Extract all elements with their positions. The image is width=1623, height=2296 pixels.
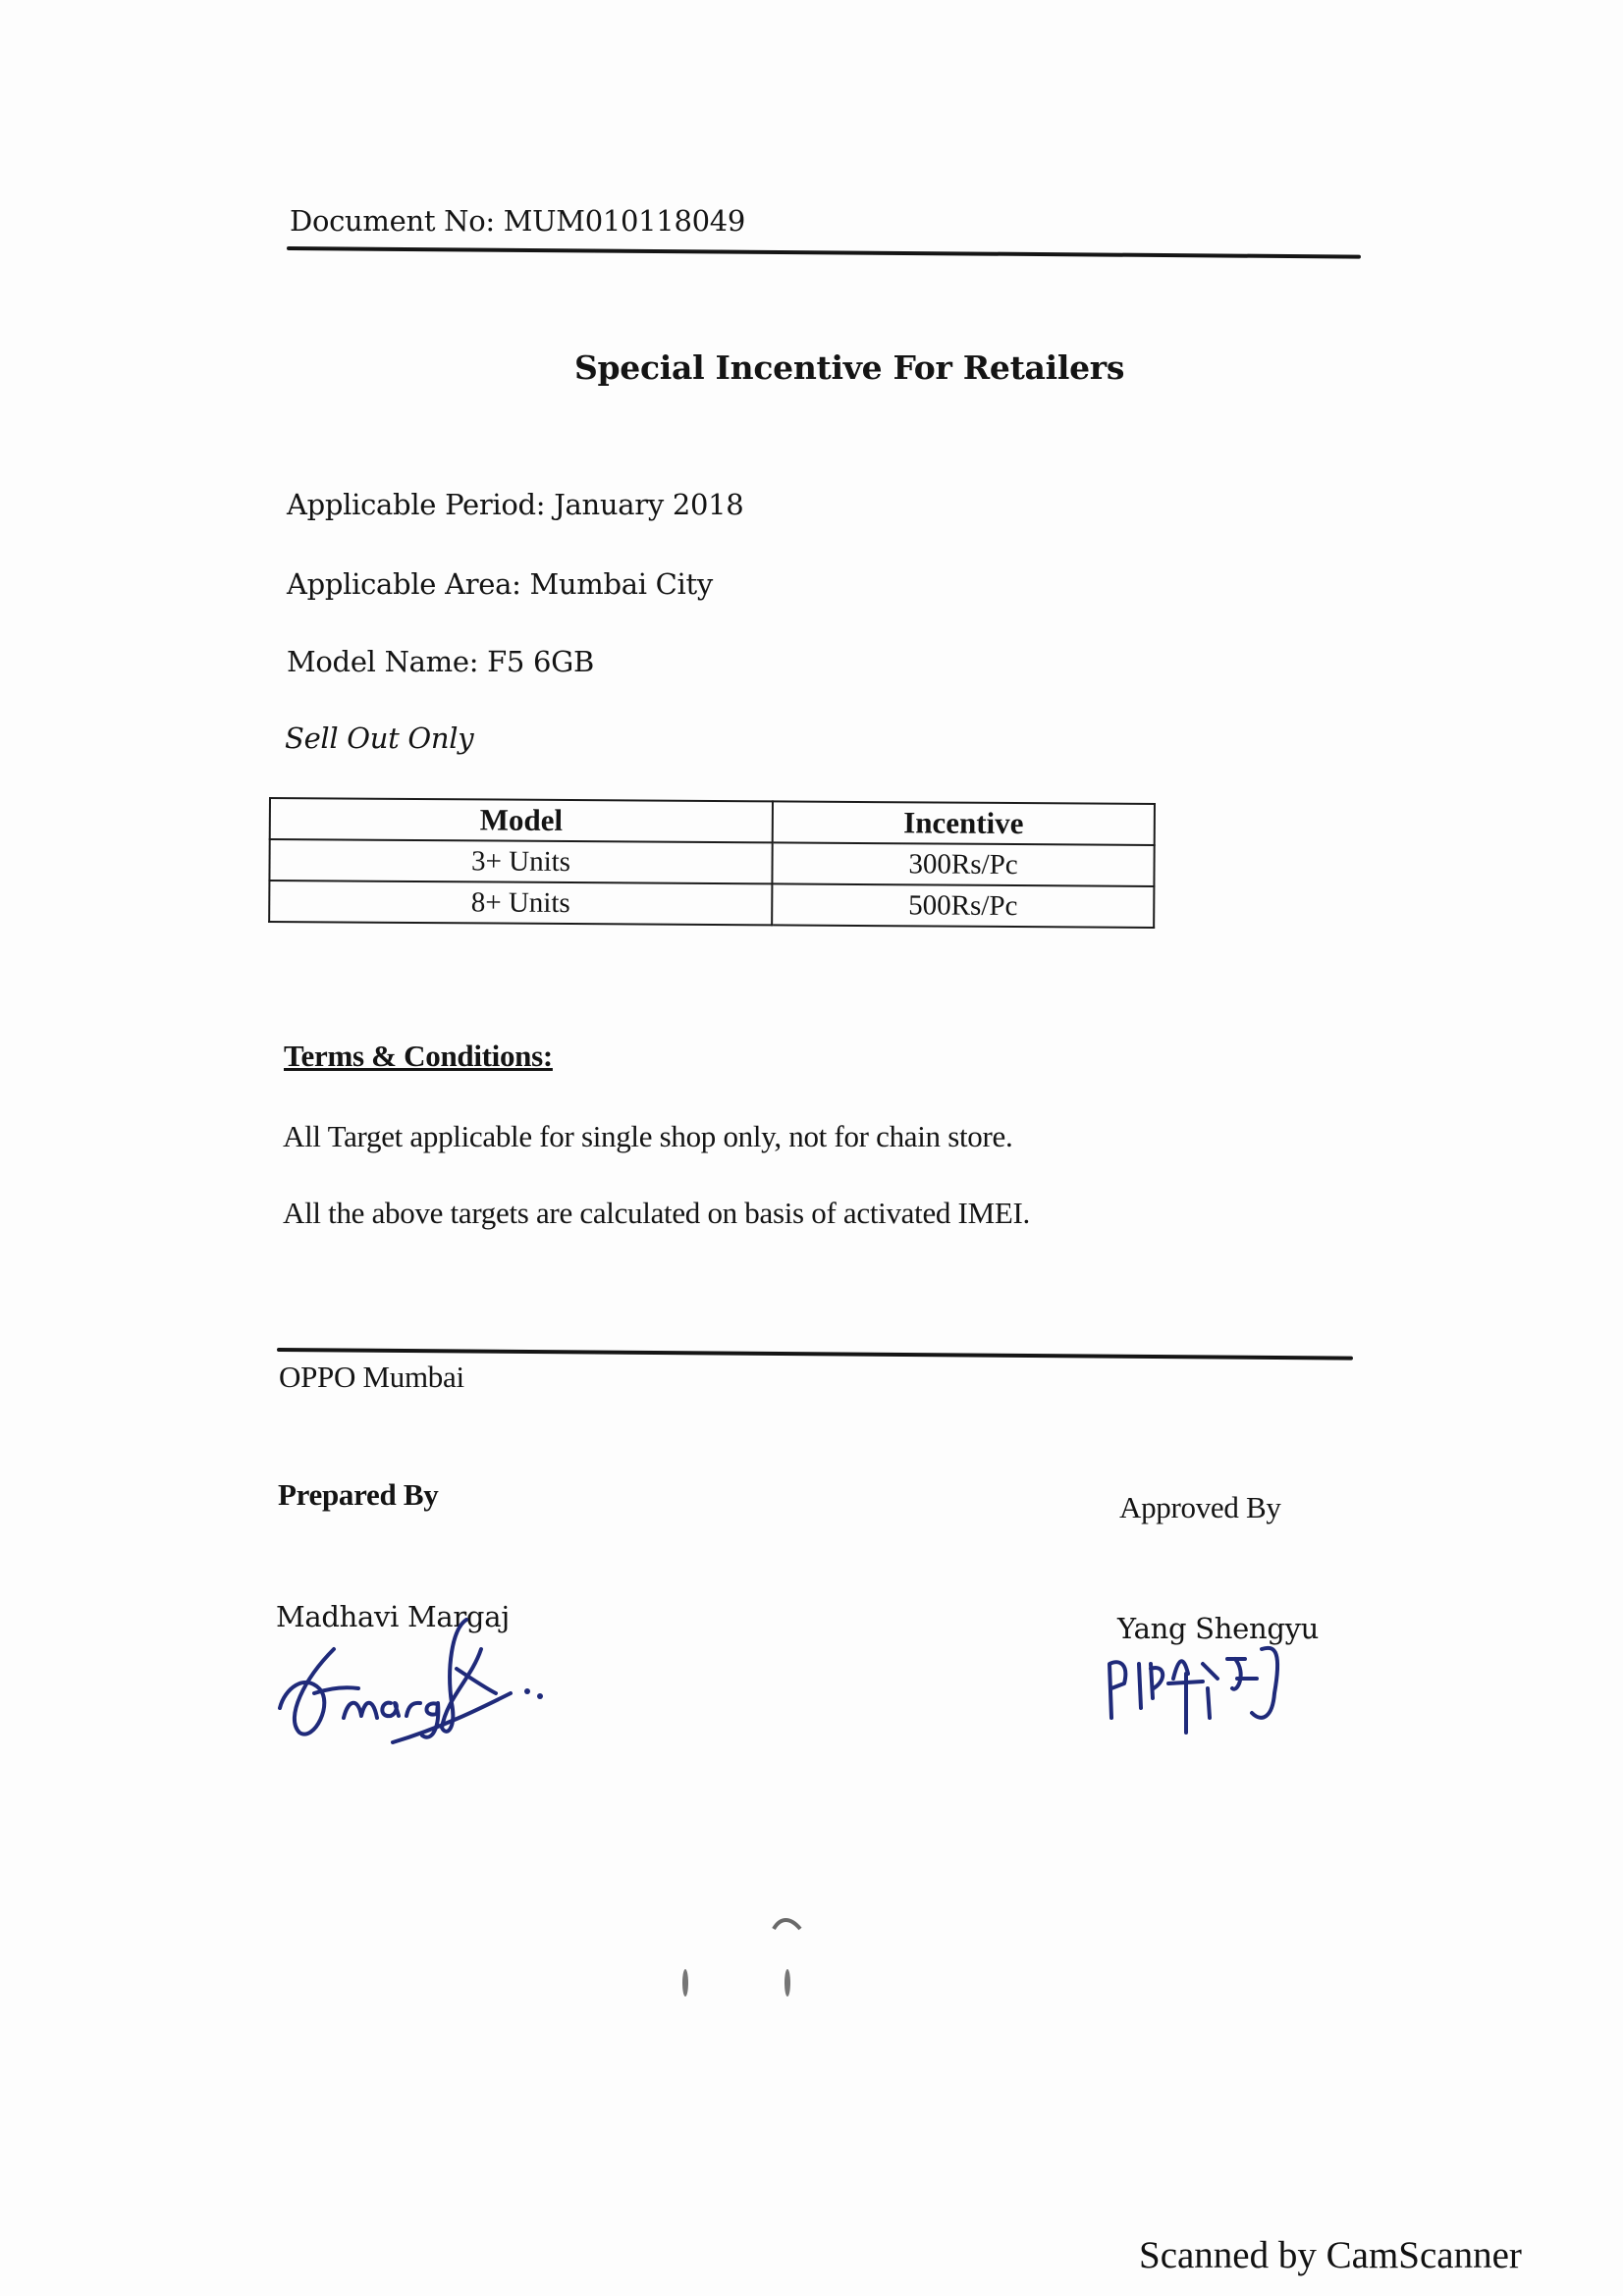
approver-name: Yang Shengyu [1117,1612,1320,1645]
incentive-table [268,797,1156,929]
cell-model: 3+ Units [269,839,772,883]
terms-item: All the above targets are calculated on basis of activated IMEI. [283,1196,1030,1230]
terms-item: All Target applicable for single shop only, not for chain store. [283,1119,1013,1153]
applicable-area: Applicable Area: Mumbai City [287,567,713,601]
column-header-incentive: Incentive [773,801,1155,845]
table-row [269,839,1154,886]
model-name: Model Name: F5 6GB [287,645,595,678]
approver-signature [1100,1634,1296,1742]
table-header-row [270,798,1155,845]
cell-incentive: 500Rs/Pc [772,883,1154,928]
footer-divider [277,1348,1353,1361]
document-number: Document No: MUM010118049 [290,204,746,238]
header-divider [287,246,1361,259]
scan-smudge-marks [668,1909,825,2007]
preparer-signature [275,1610,550,1757]
column-header-model: Model [270,798,773,842]
terms-heading: Terms & Conditions: [284,1039,553,1073]
cell-incentive: 300Rs/Pc [772,842,1154,886]
document-title: Special Incentive For Retailers [574,348,1125,387]
sell-out-note: Sell Out Only [285,721,474,755]
cell-model: 8+ Units [269,881,772,925]
table-row [269,881,1154,928]
applicable-period: Applicable Period: January 2018 [287,488,744,521]
scanner-watermark: Scanned by CamScanner [1139,2234,1522,2276]
organization-name: OPPO Mumbai [279,1360,464,1394]
prepared-by-label: Prepared By [278,1477,439,1512]
approved-by-label: Approved By [1119,1490,1281,1524]
preparer-name: Madhavi Margaj [276,1600,510,1633]
